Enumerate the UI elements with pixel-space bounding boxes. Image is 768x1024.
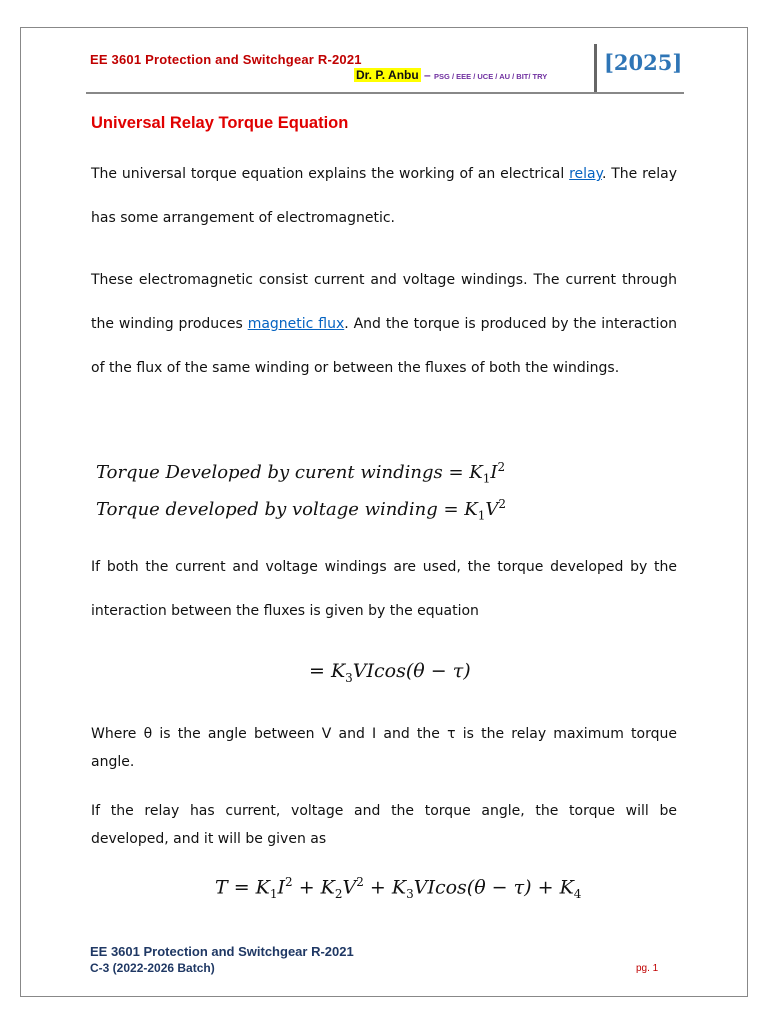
header-author-line — [354, 68, 547, 82]
relay-link[interactable]: relay — [569, 166, 602, 182]
equation-interaction-torque — [309, 660, 471, 685]
equation-current-torque — [96, 460, 505, 486]
section-title: Universal Relay Torque Equation — [91, 114, 349, 132]
equation-universal-torque — [215, 875, 581, 901]
footer-batch: C-3 (2022-2026 Batch) — [90, 961, 215, 975]
magnetic-flux-link[interactable]: magnetic flux — [247, 316, 345, 332]
page-number: pg. 1 — [636, 963, 659, 974]
equation-subscript: 2 — [334, 887, 343, 902]
paragraph-text: The universal torque equation explains the working of an electrical — [91, 166, 570, 182]
year-badge: [2025] — [604, 50, 683, 75]
footer-course-title: EE 3601 Protection and Switchgear R-2021 — [90, 944, 354, 959]
equation-text: = K — [309, 660, 346, 682]
equation-subscript: 4 — [573, 887, 582, 902]
equation-text: VIcos(θ − τ) + K — [413, 876, 574, 899]
author-affiliations: PSG / EEE / UCE / AU / BIT/ TRY — [434, 72, 548, 81]
equation-subscript: 1 — [269, 887, 278, 902]
equation-text: T = K — [215, 876, 270, 899]
equation-variable: I — [490, 462, 498, 483]
equation-text: + K — [363, 876, 407, 899]
header-course-title: EE 3601 Protection and Switchgear R-2021 — [90, 52, 362, 67]
paragraph-text: These electromagnetic consist current and voltage windings. The current through the winding produces — [91, 272, 677, 332]
equation-subscript: 1 — [482, 471, 491, 486]
paragraph-relay-intro — [91, 152, 677, 240]
equation-superscript: 2 — [497, 460, 506, 474]
equation-subscript: 3 — [345, 670, 353, 685]
equation-variable: V — [485, 499, 499, 520]
equation-text: + K — [292, 876, 335, 899]
equation-voltage-torque — [96, 497, 506, 523]
author-dash: – — [420, 68, 435, 82]
equation-text: I — [277, 876, 286, 899]
paragraph-angle-definition: Where θ is the angle between V and I and the τ is the relay maximum torque angle. — [91, 726, 677, 770]
equation-text: V — [342, 876, 357, 899]
equation-superscript: 2 — [498, 497, 506, 511]
equation-text: Torque Developed by curent windings = K — [96, 462, 483, 483]
header-rule — [86, 92, 684, 94]
equation-subscript: 3 — [406, 887, 414, 902]
paragraph-text: . The relay has some arrangement of electromagnetic. — [91, 166, 677, 226]
equation-text: Torque developed by voltage winding = K — [96, 499, 478, 520]
equation-superscript: 2 — [356, 875, 364, 889]
author-name: Dr. P. Anbu — [356, 68, 419, 82]
paragraph-text: . And the torque is produced by the interaction of the flux of the same winding or between the fluxes of both the windings. — [91, 316, 678, 376]
equation-superscript: 2 — [285, 875, 293, 889]
equation-text: VIcos(θ − τ) — [352, 660, 471, 682]
paragraph-windings — [91, 258, 677, 390]
equation-subscript: 1 — [477, 508, 486, 523]
header-divider — [594, 44, 597, 94]
paragraph-interaction: If both the current and voltage windings are used, the torque developed by the interaction between the fluxes is given by the equation — [91, 559, 677, 619]
paragraph-total-torque: If the relay has current, voltage and the torque angle, the torque will be developed, and it will be given as — [91, 803, 677, 847]
